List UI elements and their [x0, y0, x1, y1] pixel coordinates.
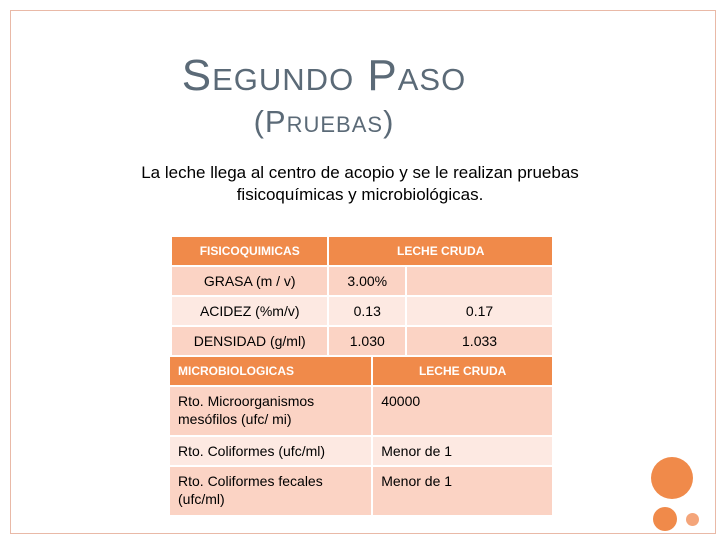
cell-param: ACIDEZ (%m/v)	[171, 296, 328, 326]
table-header-row	[171, 236, 553, 266]
slide-title: Segundo Paso	[181, 51, 467, 100]
table-row	[169, 386, 553, 436]
cell-param	[169, 466, 372, 516]
table-row	[169, 436, 553, 466]
cell-param: GRASA (m / v)	[171, 266, 328, 296]
intro-line-1: La leche llega al centro de acopio y se le realizan pruebas	[141, 163, 579, 182]
cell-value: Menor de 1	[372, 466, 553, 516]
cell-value-1: 1.030	[328, 326, 406, 356]
slide-subtitle: (Pruebas)	[253, 104, 395, 139]
header-microbiologicas: MICROBIOLOGICAS	[169, 356, 372, 386]
cell-param	[169, 386, 372, 436]
cell-param-line-2: (ufc/ml)	[178, 491, 225, 507]
table-row	[171, 296, 553, 326]
table-row	[171, 326, 553, 356]
cell-param	[169, 436, 372, 466]
table-row	[171, 266, 553, 296]
cell-param-line-1: Rto. Coliformes (ufc/ml)	[178, 443, 326, 459]
cell-param: DENSIDAD (g/ml)	[171, 326, 328, 356]
cell-value: 40000	[372, 386, 553, 436]
decorative-circle-small	[686, 513, 699, 526]
intro-line-2: fisicoquímicas y microbiológicas.	[236, 185, 484, 204]
microbiologicas-table	[168, 355, 554, 517]
cell-value-2: 0.17	[406, 296, 553, 326]
fisicoquimicas-table	[170, 235, 554, 357]
cell-value: Menor de 1	[372, 436, 553, 466]
decorative-circle-medium	[653, 507, 677, 531]
table-row	[169, 466, 553, 516]
decorative-circle-large	[651, 457, 693, 499]
table-header-row	[169, 356, 553, 386]
cell-param-line-2: mesófilos (ufc/ mi)	[178, 411, 292, 427]
cell-value-1: 3.00%	[328, 266, 406, 296]
cell-value-2	[406, 266, 553, 296]
cell-value-2: 1.033	[406, 326, 553, 356]
header-leche-cruda: LECHE CRUDA	[372, 356, 553, 386]
cell-value-1: 0.13	[328, 296, 406, 326]
cell-param-line-1: Rto. Microorganismos	[178, 393, 315, 409]
intro-text	[80, 162, 640, 206]
header-leche-cruda: LECHE CRUDA	[328, 236, 553, 266]
cell-param-line-1: Rto. Coliformes fecales	[178, 473, 323, 489]
header-fisicoquimicas: FISICOQUIMICAS	[171, 236, 328, 266]
